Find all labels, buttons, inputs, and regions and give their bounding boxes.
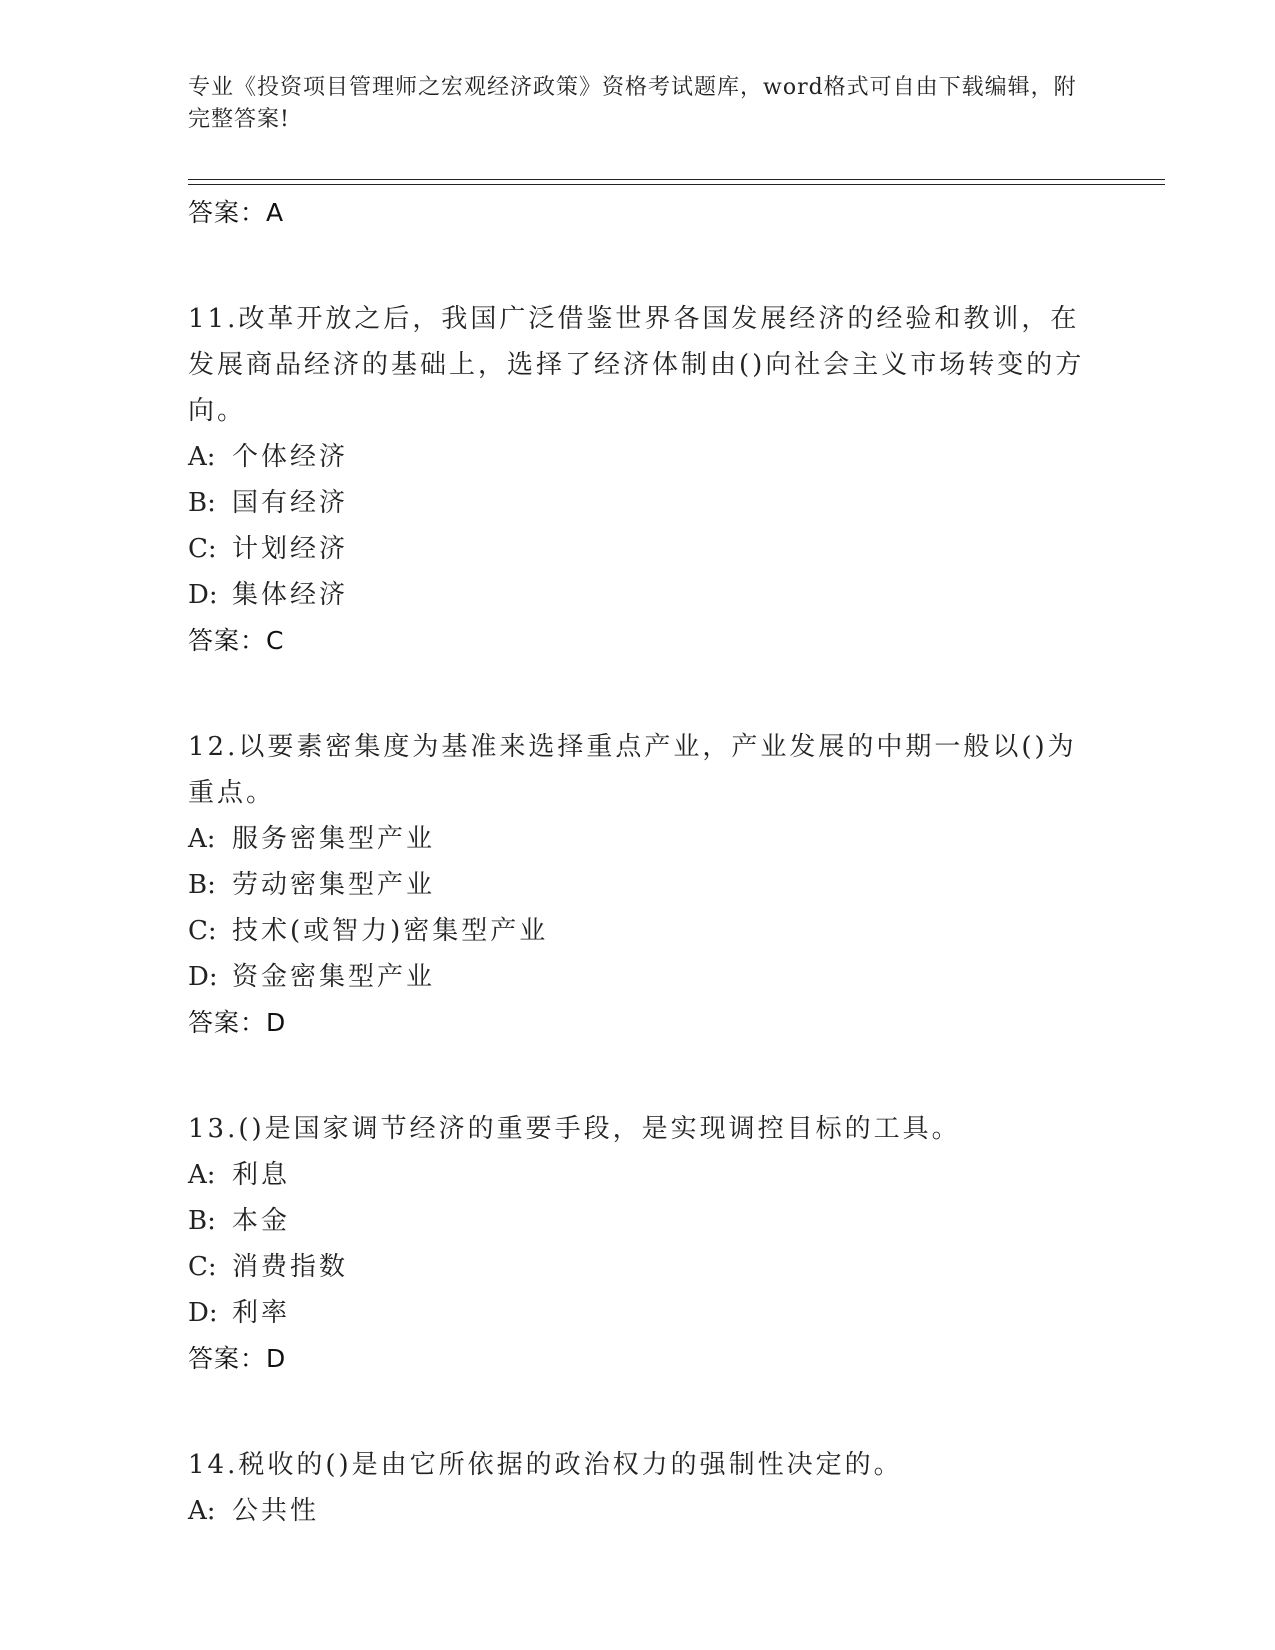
option-text: 技术(或智力)密集型产业: [232, 916, 549, 946]
option-c: [188, 908, 1088, 954]
option-key: D:: [188, 580, 218, 610]
option-a: [188, 1152, 1088, 1198]
option-key: A:: [188, 442, 216, 472]
option-key: C:: [188, 1252, 217, 1282]
answer-12: 答案：D: [188, 1008, 287, 1037]
question-13: 13.()是国家调节经济的重要手段，是实现调控目标的工具。: [188, 1114, 961, 1144]
option-text: 个体经济: [232, 442, 349, 472]
header-rule-bottom: [188, 184, 1165, 185]
option-text: 消费指数: [232, 1252, 349, 1282]
option-c: [188, 526, 1088, 572]
option-key: C:: [188, 534, 217, 564]
option-key: B:: [188, 870, 216, 900]
page-header: 专业《投资项目管理师之宏观经济政策》资格考试题库，word格式可自由下载编辑，附完整答案!: [188, 75, 1077, 132]
option-a: [188, 434, 1088, 480]
option-text: 劳动密集型产业: [232, 870, 436, 900]
question-14: 14.税收的()是由它所依据的政治权力的强制性决定的。: [188, 1450, 903, 1480]
header-rule-top: [188, 179, 1165, 180]
option-d: [188, 572, 1088, 618]
option-text: 公共性: [232, 1496, 320, 1526]
option-b: [188, 862, 1088, 908]
option-text: 利率: [232, 1298, 291, 1328]
option-b: [188, 1198, 1088, 1244]
option-b: [188, 480, 1088, 526]
option-key: B:: [188, 1206, 216, 1236]
answer-10: 答案：A: [188, 198, 285, 227]
question-11: 11.改革开放之后，我国广泛借鉴世界各国发展经济的经验和教训，在发展商品经济的基础上，选择了经济体制由()向社会主义市场转变的方向。: [188, 304, 1085, 426]
answer-13: 答案：D: [188, 1344, 287, 1373]
option-a: [188, 1488, 1088, 1534]
question-12: 12.以要素密集度为基准来选择重点产业，产业发展的中期一般以()为重点。: [188, 732, 1077, 808]
option-key: C:: [188, 916, 217, 946]
option-text: 集体经济: [232, 580, 349, 610]
option-text: 本金: [232, 1206, 291, 1236]
option-text: 资金密集型产业: [232, 962, 436, 992]
option-text: 计划经济: [232, 534, 349, 564]
option-d: [188, 954, 1088, 1000]
option-text: 国有经济: [232, 488, 349, 518]
option-key: A:: [188, 824, 216, 854]
option-key: A:: [188, 1496, 216, 1526]
answer-11: 答案：C: [188, 626, 285, 655]
option-text: 利息: [232, 1160, 291, 1190]
option-d: [188, 1290, 1088, 1336]
option-a: [188, 816, 1088, 862]
option-text: 服务密集型产业: [232, 824, 436, 854]
document-body: [188, 190, 1088, 1534]
option-key: A:: [188, 1160, 216, 1190]
option-key: B:: [188, 488, 216, 518]
option-c: [188, 1244, 1088, 1290]
option-key: D:: [188, 962, 218, 992]
option-key: D:: [188, 1298, 218, 1328]
